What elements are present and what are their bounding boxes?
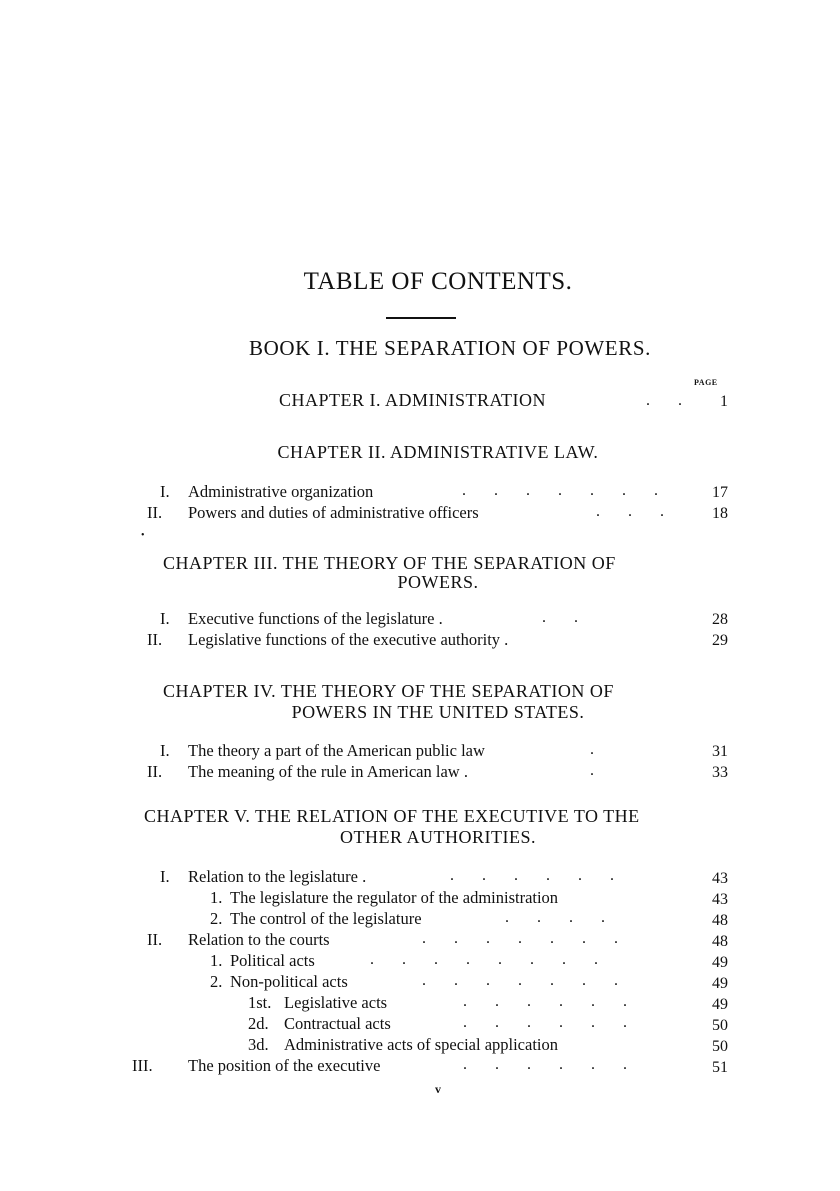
entry-page: 43 xyxy=(712,891,728,908)
toc-entry: Non-political acts xyxy=(230,972,348,991)
toc-entry: Powers and duties of administrative officers xyxy=(188,503,479,522)
entry-page: 49 xyxy=(712,954,728,971)
toc-entry: The meaning of the rule in American law . xyxy=(188,762,468,781)
entry-page: 43 xyxy=(712,870,728,887)
leader-dots: . . . . . . xyxy=(463,993,639,1010)
entry-number: 2. xyxy=(210,909,223,928)
page-column-header: PAGE xyxy=(694,378,718,387)
chapter-4-heading: CHAPTER IV. THE THEORY OF THE SEPARATION OF xyxy=(163,681,614,701)
toc-entry: Relation to the legislature . xyxy=(188,867,367,886)
leader-dots: . . . . . . xyxy=(450,867,626,884)
toc-entry: The position of the executive xyxy=(188,1056,381,1075)
chapter-4-heading-cont: POWERS IN THE UNITED STATES. xyxy=(291,702,585,722)
toc-entry: Relation to the courts xyxy=(188,930,330,949)
entry-number: I. xyxy=(160,482,170,501)
entry-page: 29 xyxy=(712,632,728,649)
entry-number: II. xyxy=(147,762,163,781)
entry-number: 2d. xyxy=(248,1014,269,1033)
entry-page: 18 xyxy=(712,505,728,522)
entry-number: I. xyxy=(160,609,170,628)
entry-number: 3d. xyxy=(248,1035,269,1054)
entry-number: II. xyxy=(147,930,163,949)
stray-mark: • xyxy=(141,530,145,541)
entry-page: 50 xyxy=(712,1038,728,1055)
book-heading: BOOK I. THE SEPARATION OF POWERS. xyxy=(249,336,651,360)
entry-number: III. xyxy=(132,1056,153,1075)
chapter-1-page: 1 xyxy=(720,393,728,410)
leader-dots: . . . xyxy=(596,503,676,520)
toc-entry: Legislative acts xyxy=(284,993,388,1012)
toc-entry: Political acts xyxy=(230,951,315,970)
entry-number: 2. xyxy=(210,972,223,991)
chapter-1-heading: CHAPTER I. ADMINISTRATION xyxy=(279,390,547,410)
entry-number: 1. xyxy=(210,888,223,907)
leader-dots: . . . . . . . . xyxy=(370,951,610,968)
leader-dots: . . xyxy=(646,392,694,409)
leader-dots: . xyxy=(590,741,606,758)
entry-page: 49 xyxy=(712,975,728,992)
entry-number: I. xyxy=(160,867,170,886)
entry-page: 17 xyxy=(712,484,728,501)
entry-page: 33 xyxy=(712,764,728,781)
chapter-5-heading-cont: OTHER AUTHORITIES. xyxy=(340,827,536,847)
toc-entry: Administrative acts of special application xyxy=(284,1035,558,1054)
entry-number: II. xyxy=(147,503,163,522)
entry-page: 31 xyxy=(712,743,728,760)
leader-dots: . . . . . . xyxy=(463,1056,639,1073)
title-rule xyxy=(386,317,456,319)
toc-entry: Executive functions of the legislature . xyxy=(188,609,443,628)
entry-number: II. xyxy=(147,630,163,649)
chapter-2-heading: CHAPTER II. ADMINISTRATIVE LAW. xyxy=(277,442,599,462)
leader-dots: . . . . . . . xyxy=(422,930,630,947)
entry-number: 1. xyxy=(210,951,223,970)
chapter-3-heading-cont: POWERS. xyxy=(397,572,479,592)
leader-dots: . . . . . . . xyxy=(462,482,670,499)
entry-page: 51 xyxy=(712,1059,728,1076)
toc-entry: Contractual acts xyxy=(284,1014,391,1033)
toc-entry: The theory a part of the American public law xyxy=(188,741,485,760)
entry-page: 28 xyxy=(712,611,728,628)
page-title: TABLE OF CONTENTS. xyxy=(303,268,573,295)
toc-entry: Administrative organization xyxy=(188,482,374,501)
entry-page: 48 xyxy=(712,912,728,929)
entry-number: 1st. xyxy=(248,993,272,1012)
entry-page: 50 xyxy=(712,1017,728,1034)
entry-page: 49 xyxy=(712,996,728,1013)
leader-dots: . . . . xyxy=(505,909,617,926)
leader-dots: . xyxy=(590,762,606,779)
toc-entry: Legislative functions of the executive authority . xyxy=(188,630,509,649)
chapter-5-heading: CHAPTER V. THE RELATION OF THE EXECUTIVE TO THE xyxy=(144,806,640,826)
chapter-3-heading: CHAPTER III. THE THEORY OF THE SEPARATION OF xyxy=(163,553,616,573)
leader-dots: . . . . . . . xyxy=(422,972,630,989)
entry-page: 48 xyxy=(712,933,728,950)
toc-entry: The legislature the regulator of the administration xyxy=(230,888,559,907)
toc-entry: The control of the legislature xyxy=(230,909,422,928)
entry-number: I. xyxy=(160,741,170,760)
leader-dots: . . . . . . xyxy=(463,1014,639,1031)
page-folio: v xyxy=(435,1082,441,1096)
leader-dots: . . xyxy=(542,609,590,626)
